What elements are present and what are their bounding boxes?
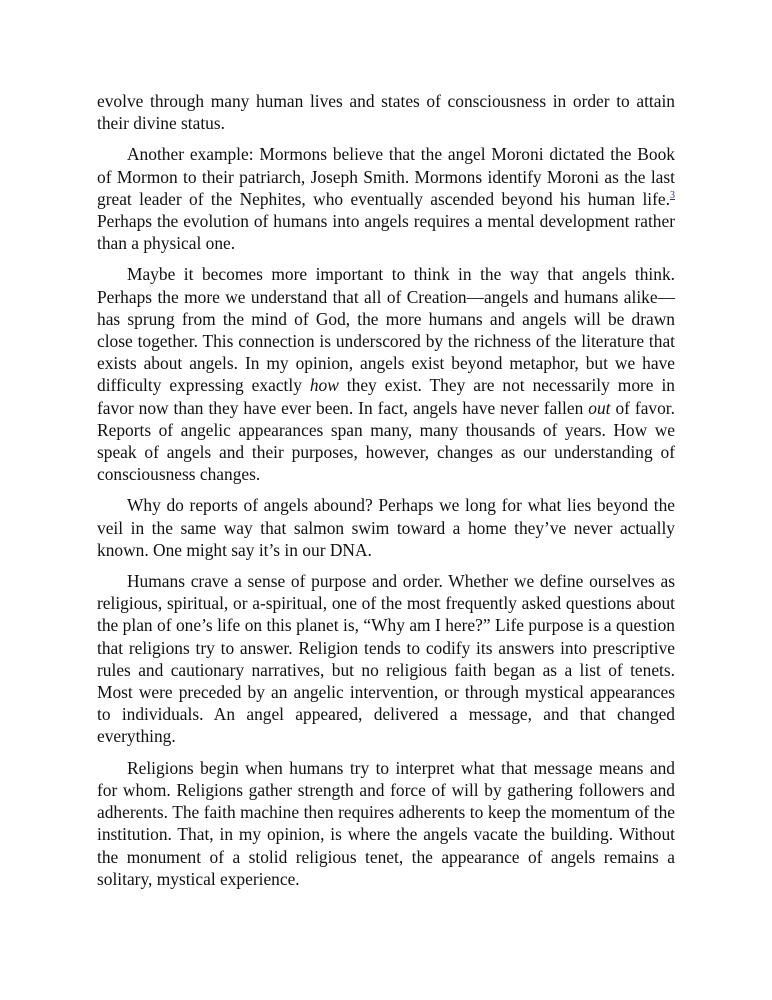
book-page (97, 90, 675, 899)
paragraph-text: Why do reports of angels abound? Perhaps we long for what lies beyond the veil in the same way that salmon swim toward a home they’ve never actually known. One might say it’s in our DNA. (97, 495, 675, 560)
footnote-link[interactable]: 3 (670, 190, 675, 202)
paragraph-text: Humans crave a sense of purpose and order. Whether we define ourselves as religious, spiritual, or a-spiritual, one of the most frequently asked questions about the plan of one’s life on this planet is, “Why am I here?” Life purpose is a question that religions try to answer. Religion tends to codify its answers into prescriptive rules and cautionary narratives, but no religious faith began as a list of tenets. Most were preceded by an angelic intervention, or through mystical appearances to individuals. An angel appeared, delivered a message, and that changed everything. (97, 571, 675, 747)
paragraph-mormons (97, 143, 675, 254)
emphasis-text: how (309, 375, 339, 396)
paragraph-reports (97, 494, 675, 561)
paragraph-continued (97, 90, 675, 134)
footnote-marker (670, 190, 675, 201)
paragraph-text: evolve through many human lives and states of consciousness in order to attain their divine status. (97, 91, 675, 134)
paragraph-text: Another example: Mormons believe that the angel Moroni dictated the Book of Mormon to their patriarch, Joseph Smith. Mormons identify Moroni as the last great leader of the Nephites, who eventually ascended beyond his human life. (97, 144, 675, 209)
paragraph-text: they exist. They are not necessarily more in favor now than they have ever been. In fact, angels have never fallen (97, 375, 675, 418)
paragraph-angels-think (97, 263, 675, 485)
paragraph-religions (97, 757, 675, 890)
paragraph-text: Perhaps the evolution of humans into angels requires a mental development rather than a physical one. (97, 211, 675, 254)
paragraph-text: of favor. Reports of angelic appearances span many, many thousands of years. How we speak of angels and their purposes, however, changes as our understanding of consciousness changes. (97, 397, 675, 485)
paragraph-purpose (97, 570, 675, 748)
emphasis-text: out (588, 397, 611, 418)
paragraph-text: Religions begin when humans try to interpret what that message means and for whom. Religions gather strength and force of will by gathering followers and adherents. The faith machine then requires adherents to keep the momentum of the institution. That, in my opinion, is where the angels vacate the building. Without the monument of a stolid religious tenet, the appearance of angels remains a solitary, mystical experience. (97, 757, 675, 889)
paragraph-text: Maybe it becomes more important to think in the way that angels think. Perhaps the more we understand that all of Creation—angels and humans alike—has sprung from the mind of God, the more humans and angels will be drawn close together. This connection is underscored by the richness of the literature that exists about angels. In my opinion, angels exist beyond metaphor, but we have difficulty expressing exactly (97, 264, 675, 396)
